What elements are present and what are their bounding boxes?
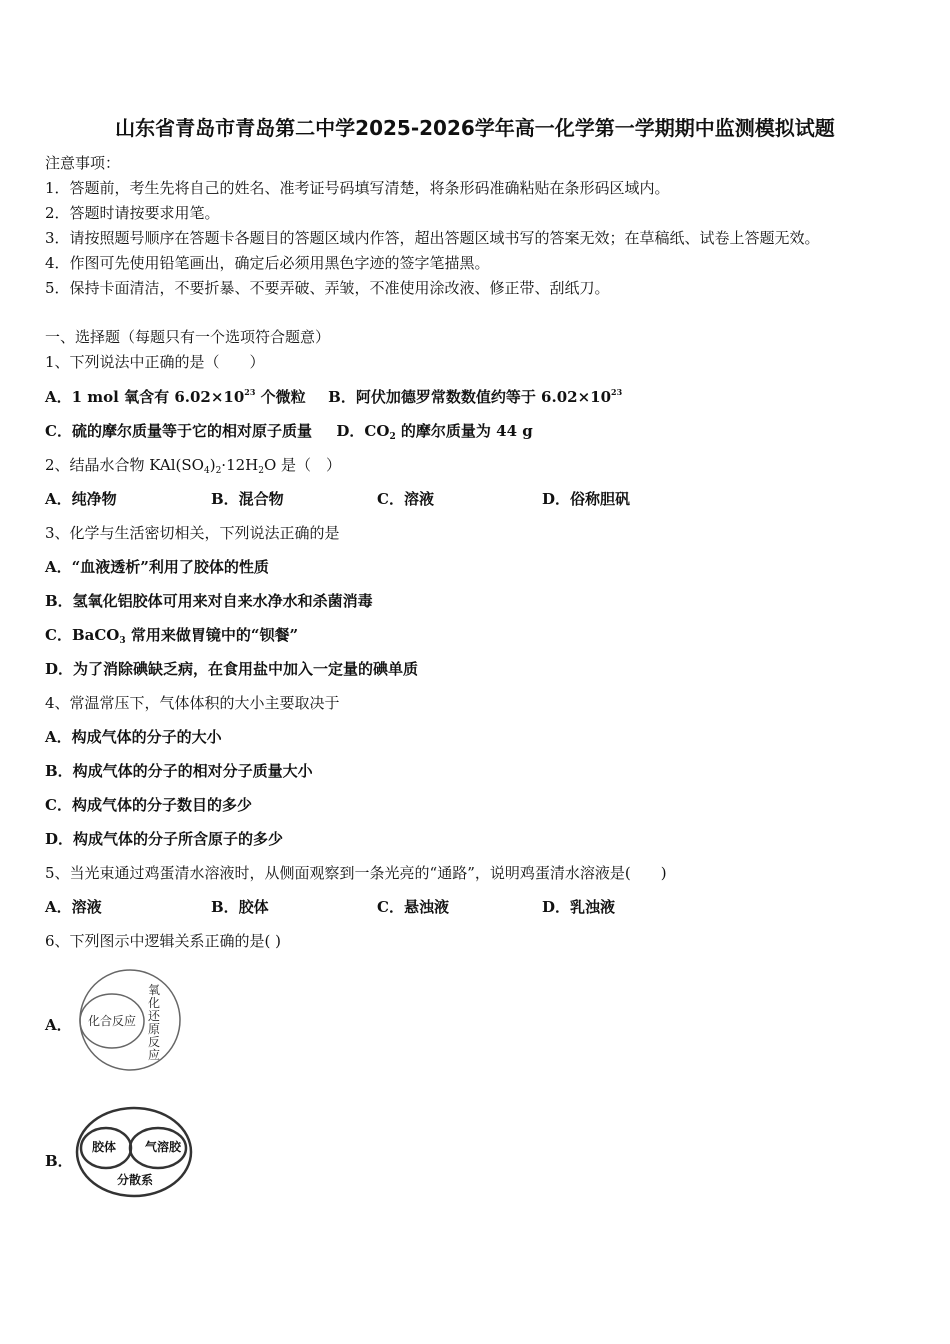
option-d: D．$CO_2$ 的摩尔质量为 44 g xyxy=(336,422,533,442)
option-a: A．“血液透析”利用了胶体的性质 xyxy=(45,558,269,576)
option-c: C．溶液 xyxy=(377,490,434,508)
note-item: 2．答题时请按要求用笔。 xyxy=(45,204,220,222)
option-b: B．混合物 xyxy=(211,490,284,508)
inner-label: 化合反应 xyxy=(87,1014,137,1028)
option-c: C．构成气体的分子数目的多少 xyxy=(45,796,252,814)
option-b-diagram xyxy=(74,1104,196,1200)
option-b-label: B． xyxy=(45,1152,73,1170)
option-b: B．构成气体的分子的相对分子质量大小 xyxy=(45,762,313,780)
section-heading: 一、选择题（每题只有一个选项符合题意） xyxy=(45,328,331,346)
outer-label-char: 应 xyxy=(147,1048,161,1062)
option-b: B．氢氧化铝胶体可用来对自来水净水和杀菌消毒 xyxy=(45,592,373,610)
outer-label-char: 反 xyxy=(147,1035,161,1049)
outer-label-char: 原 xyxy=(147,1022,161,1036)
option-c: C．BaCO$_3$ 常用来做胃镜中的“钡餐” xyxy=(45,626,299,646)
page-title: 山东省青岛市青岛第二中学2025-2026学年高一化学第一学期期中监测模拟试题 xyxy=(115,116,835,140)
option-a: A．构成气体的分子的大小 xyxy=(45,728,222,746)
option-a: A．溶液 xyxy=(45,898,102,916)
question-4-stem: 4、常温常压下，气体体积的大小主要取决于 xyxy=(45,694,340,712)
question-6-stem: 6、下列图示中逻辑关系正确的是( ) xyxy=(45,932,282,950)
question-5-stem: 5、当光束通过鸡蛋清水溶液时，从侧面观察到一条光亮的“通路”，说明鸡蛋清水溶液是( ) xyxy=(45,864,667,882)
note-item: 4．作图可先使用铅笔画出，确定后必须用黑色字迹的签字笔描黑。 xyxy=(45,254,490,272)
option-c: C．悬浊液 xyxy=(377,898,449,916)
option-a-label: A． xyxy=(45,1016,72,1034)
note-item: 3．请按照题号顺序在答题卡各题目的答题区域内作答，超出答题区域书写的答案无效；在草稿纸、试卷上答题无效。 xyxy=(45,229,820,247)
question-1-stem: 1、下列说法中正确的是（ ） xyxy=(45,353,265,371)
question-1-options-cd xyxy=(45,420,533,442)
left-label: 胶体 xyxy=(91,1140,117,1154)
option-d: D．为了消除碘缺乏病，在食用盐中加入一定量的碘单质 xyxy=(45,660,419,678)
question-3-stem: 3、化学与生活密切相关，下列说法正确的是 xyxy=(45,524,340,542)
option-c: C．硫的摩尔质量等于它的相对原子质量 xyxy=(45,422,312,440)
outer-label: 分散系 xyxy=(116,1173,154,1187)
outer-label-char: 氧 xyxy=(147,983,161,997)
option-d: D．构成气体的分子所含原子的多少 xyxy=(45,830,284,848)
notes-heading: 注意事项： xyxy=(45,154,121,172)
right-label: 气溶胶 xyxy=(144,1140,182,1154)
option-a: A．1 mol 氧含有 $6.02\times 10^{23}$ 个微粒 xyxy=(45,387,306,406)
outer-label-char: 还 xyxy=(147,1009,161,1023)
option-a-diagram xyxy=(72,968,188,1072)
note-item: 1．答题前，考生先将自己的姓名、准考证号码填写清楚，将条形码准确粘贴在条形码区域内。 xyxy=(45,179,670,197)
option-b: B．阿伏加德罗常数数值约等于 $6.02\times 10^{23}$ xyxy=(328,387,623,406)
outer-label-char: 化 xyxy=(147,996,161,1010)
note-item: 5．保持卡面清洁，不要折暴、不要弄破、弄皱，不准使用涂改液、修正带、刮纸刀。 xyxy=(45,279,610,297)
question-1-options-ab xyxy=(45,386,622,407)
option-a: A．纯净物 xyxy=(45,490,117,508)
question-2-stem: 2、结晶水合物 $KAl(SO_4)_2\cdot 12H_2O$ 是（ ） xyxy=(45,456,342,476)
option-d: D．乳浊液 xyxy=(542,898,616,916)
option-b: B．胶体 xyxy=(211,898,269,916)
option-d: D．俗称胆矾 xyxy=(542,490,631,508)
